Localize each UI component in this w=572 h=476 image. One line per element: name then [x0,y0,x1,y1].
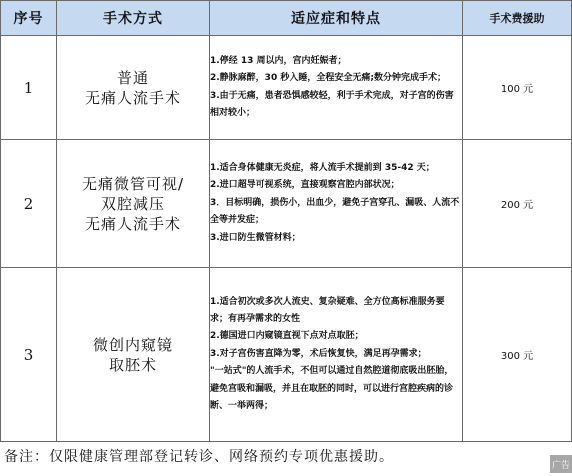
row-number: 2 [1,140,57,268]
table-header-row [1,1,572,36]
method-cell [57,140,210,268]
fee-cell: 300 元 [463,268,572,442]
header-method: 手术方式 [57,1,210,36]
header-no: 序号 [1,1,57,36]
feature-item: 3.对子宫伤害直降为零，术后恢复快，满足再孕需求； [210,348,427,359]
feature-item: 3.进口防生微管材料； [210,232,301,243]
row-number: 1 [1,36,57,140]
feature-item: 1.停经 13 周以内，宫内妊娠者； [210,55,347,66]
feature-item: 2.静脉麻醉，30 秒入睡，全程安全无痛;数分钟完成手术； [210,73,446,84]
ad-badge[interactable]: 广告 [550,455,572,473]
method-line: 无痛人流手术 [84,214,181,233]
feature-item: "一站式"的人流手术，不但可以通过自然腔道彻底吸出胚胎，避免宫吸和漏吸，并且在取胚的同时，可以进行宫腔疾病的诊断、一举两得； [210,366,454,412]
feature-item: 2.进口超导可视系统，直接观察宫腔内部状况； [210,180,400,191]
feature-item: 3．目标明确，损伤小，出血少，避免子宫穿孔、漏吸、人流不全等并发症； [210,197,460,226]
method-cell [57,36,210,140]
method-cell [57,268,210,442]
features-cell [210,140,463,268]
header-fee: 手术费援助 [463,1,572,36]
fee-cell: 100 元 [463,36,572,140]
table-row [1,36,572,140]
method-line: 微创内窥镜 [92,335,173,354]
feature-item: 3.由于无痛，患者恐惧感较轻，利于手术完成，对子宫的伤害相对较小； [210,90,454,118]
header-features: 适应症和特点 [210,1,463,36]
features-cell [210,268,463,442]
method-line: 取胚术 [108,355,157,374]
row-number: 3 [1,268,57,442]
table-row [1,140,572,268]
feature-item: 1.适合身体健康无炎症，将人流手术提前到 35-42 天； [210,162,435,173]
fee-cell: 200 元 [463,140,572,268]
table-row [1,268,572,442]
feature-item: 1.适合初次或多次人流史、复杂疑难、全方位高标准服务要求；有再孕需求的女性 [210,296,445,324]
features-cell [210,36,463,140]
method-line: 无痛微管可视/ [81,174,185,193]
feature-item: 2.德国进口内窥镜直视下点对点取胚； [210,331,364,342]
method-line: 双腔减压 [100,194,165,213]
footnote: 备注：仅限健康管理部登记转诊、网络预约专项优惠援助。 [4,449,394,465]
method-line: 无痛人流手术 [84,88,181,107]
method-line: 普通 [116,68,149,87]
